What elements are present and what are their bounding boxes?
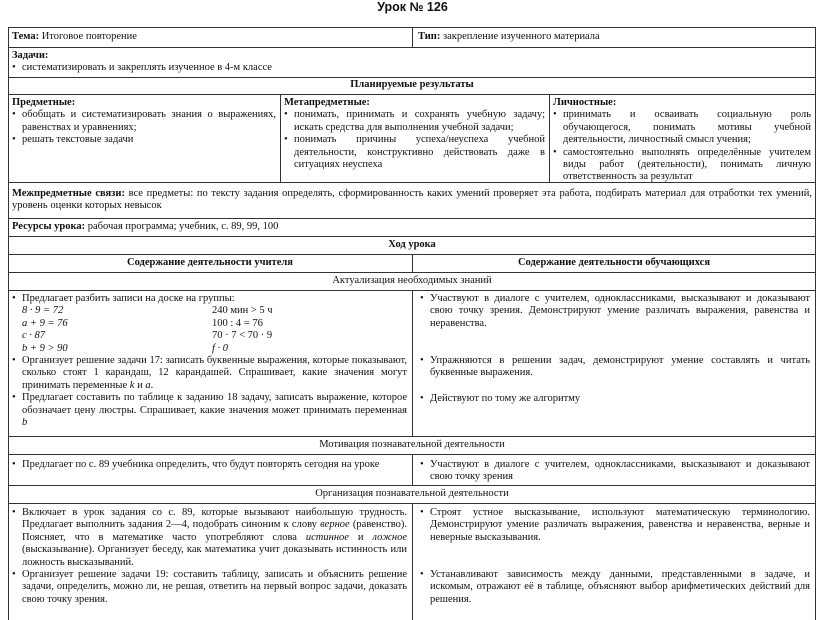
rule [412, 454, 413, 485]
subject-item: • обобщать и систематизировать знания о выражениях, равенствах и уравнениях; [12, 109, 276, 134]
rule [412, 27, 413, 47]
teacher-activity-text: Предлагает составить по таблице к заданию 18 задачу, записать выражение, которое обозначает цену люстры. Спрашивает, какие значения может принимать переменная [22, 392, 407, 416]
meta-results [284, 97, 545, 171]
sec3-students-2 [420, 569, 810, 606]
teacher-activity-text: (высказывание). Организует беседу, как математика учит доказывать истинность или ложность высказываний. [22, 544, 407, 568]
resources-row [12, 221, 278, 233]
teacher-activity [12, 293, 407, 355]
topic-label: Тема: [12, 31, 40, 42]
meta-label: Метапредметные: [284, 97, 370, 108]
subject-item: • решать текстовые задачи [12, 134, 276, 146]
meta-item: • понимать причины успеха/неуспеха учебной деятельности, конструктивно действовать даже в ситуациях неуспеха [284, 134, 545, 171]
meta-item: • понимать, принимать и сохранять учебную задачу; искать средства для выполнения учебной задачи; [284, 109, 545, 134]
type-value: закрепление изученного материала [442, 31, 600, 42]
lesson-title: Урок № 126 [377, 0, 448, 14]
expressions-right [212, 305, 273, 355]
variable: b [22, 417, 28, 429]
conjunction: и [137, 379, 143, 391]
personal-item: • самостоятельно выполнять определённые учителем виды работ (деятельности), понимать личную ответственность за результат [553, 147, 811, 184]
section-title: Актуализация необходимых знаний [332, 275, 492, 286]
expression: 100 : 4 = 76 [212, 317, 263, 329]
student-column-header: Содержание деятельности обучающихся [517, 257, 711, 268]
expression: a + 9 = 76 [22, 317, 68, 329]
rule [549, 94, 550, 182]
tasks-block [12, 50, 812, 75]
teacher-activity-text: (равенство). Поясняет, что в математике часто употребляют слова [22, 519, 408, 543]
rule [8, 436, 816, 437]
expression: 240 мин > 5 ч [212, 305, 273, 317]
sec1-students-2 [420, 355, 810, 380]
teacher-activity [12, 507, 407, 569]
teacher-activity: • Организует решение задачи 17: записать буквенные выражения, которые показывают, сколько стоят 1 карандаш, 12 карандашей. Спрашивает, какие значения могут принимать переменные k и a. [12, 355, 407, 392]
rule [412, 290, 413, 436]
emphasized-word: истинное [305, 531, 349, 543]
sec1-students-3 [420, 393, 810, 405]
rule [8, 272, 816, 273]
rule [8, 485, 816, 486]
personal-results [553, 97, 811, 184]
rule [280, 94, 281, 182]
variable: a [145, 379, 151, 391]
section-title: Организация познавательной деятельности [315, 488, 509, 499]
student-activity: • Участвуют в диалоге с учителем, одноклассниками, высказывают и доказывают свою точку зрения. Демонстрируют умение различать выражения, равенства и неравенства. [420, 293, 810, 330]
tasks-item: • систематизировать и закреплять изученное в 4-м классе [12, 62, 812, 74]
rule [815, 27, 816, 620]
expressions-grid [22, 305, 407, 355]
rule [8, 47, 816, 48]
rule [8, 236, 816, 237]
expression: b + 9 > 90 [22, 342, 68, 354]
teacher-activity [12, 392, 407, 429]
teacher-activity: • Организует решение задачи 19: составить таблицу, записать и объяснить решение задачи, определить, можно ли, не решая, ответить на первый вопрос задачи, доказать свою точку зрения. [12, 569, 407, 606]
variable: k [129, 379, 135, 391]
personal-item: • принимать и осваивать социальную роль обучающегося, понимать мотивы учебной деятельности, личностный смысл учения; [553, 109, 811, 146]
emphasized-word: верное [320, 519, 350, 531]
sec3-teacher [12, 507, 407, 606]
expressions-left [22, 305, 212, 355]
rule [8, 27, 9, 620]
teacher-activity-text: Включает в урок задания со с. 89, которые вызывают наибольшую трудность. Предлагает выполнить задания 2—4, подобрать синоним к слову [22, 507, 407, 531]
sec2-students [420, 459, 810, 484]
topic-value: Итоговое повторение [41, 31, 137, 42]
emphasized-word: ложное [372, 531, 408, 543]
topic-row [12, 31, 137, 43]
tasks-label: Задачи: [12, 50, 49, 61]
student-activity: • Строят устное высказывание, используют математическую терминологию. Демонстрируют умение различать выражения, равенства и неравенства, верные и неверные высказывания. [420, 507, 810, 544]
rule [412, 503, 413, 620]
sec3-students [420, 507, 810, 544]
rule [8, 218, 816, 219]
resources-label: Ресурсы урока: [12, 221, 86, 232]
expression: c · 87 [22, 330, 46, 342]
interdisciplinary-block [12, 188, 812, 213]
interdisciplinary-value: все предметы: по тексту задания определять, сформированность каких умений проверяет эта работа, подбирать материал для отработки тех умений, уровень оценки которых невысок [12, 188, 812, 212]
teacher-column-header: Содержание деятельности учителя [127, 257, 293, 268]
subject-label: Предметные: [12, 97, 76, 108]
teacher-activity: • Предлагает по с. 89 учебника определить, что будут повторять сегодня на уроке [12, 459, 407, 471]
sec2-teacher [12, 459, 407, 471]
type-label: Тип: [418, 31, 441, 42]
planned-results-heading: Планируемые результаты [350, 79, 474, 90]
lesson-course-heading: Ход урока [388, 239, 436, 250]
interdisciplinary-label: Межпредметные связи: [12, 188, 125, 199]
section-title: Мотивация познавательной деятельности [319, 439, 505, 450]
student-activity: • Участвуют в диалоге с учителем, одноклассниками, высказывают и доказывают свою точку зрения [420, 459, 810, 484]
sec1-students [420, 293, 810, 330]
rule [8, 94, 816, 95]
expression: 8 · 9 = 72 [22, 305, 64, 317]
student-activity: • Упражняются в решении задач, демонстрируют умение составлять и читать буквенные выражения. [420, 355, 810, 380]
teacher-activity-text: Предлагает разбить записи на доске на группы: [22, 293, 235, 304]
rule [8, 77, 816, 78]
subject-results [12, 97, 276, 147]
student-activity: • Устанавливают зависимость между данными, представленными в задаче, и искомым, отражают её в таблице, объясняют выбор арифметических действий для решения. [420, 569, 810, 606]
teacher-activity-text: Организует решение задачи 17: записать буквенные выражения, которые показывают, сколько стоят 1 карандаш, 12 карандашей. Спрашивает, какие значения могут принимать переменные [22, 355, 407, 391]
student-activity: • Действуют по тому же алгоритму [420, 393, 810, 405]
expression: 70 · 7 < 70 · 9 [212, 330, 273, 342]
resources-value: рабочая программа; учебник, с. 89, 99, 100 [87, 221, 279, 232]
conjunction: и [357, 531, 364, 543]
expression: f · 0 [212, 342, 229, 354]
sec1-teacher [12, 293, 407, 429]
personal-label: Личностные: [553, 97, 617, 108]
type-row [418, 31, 600, 43]
